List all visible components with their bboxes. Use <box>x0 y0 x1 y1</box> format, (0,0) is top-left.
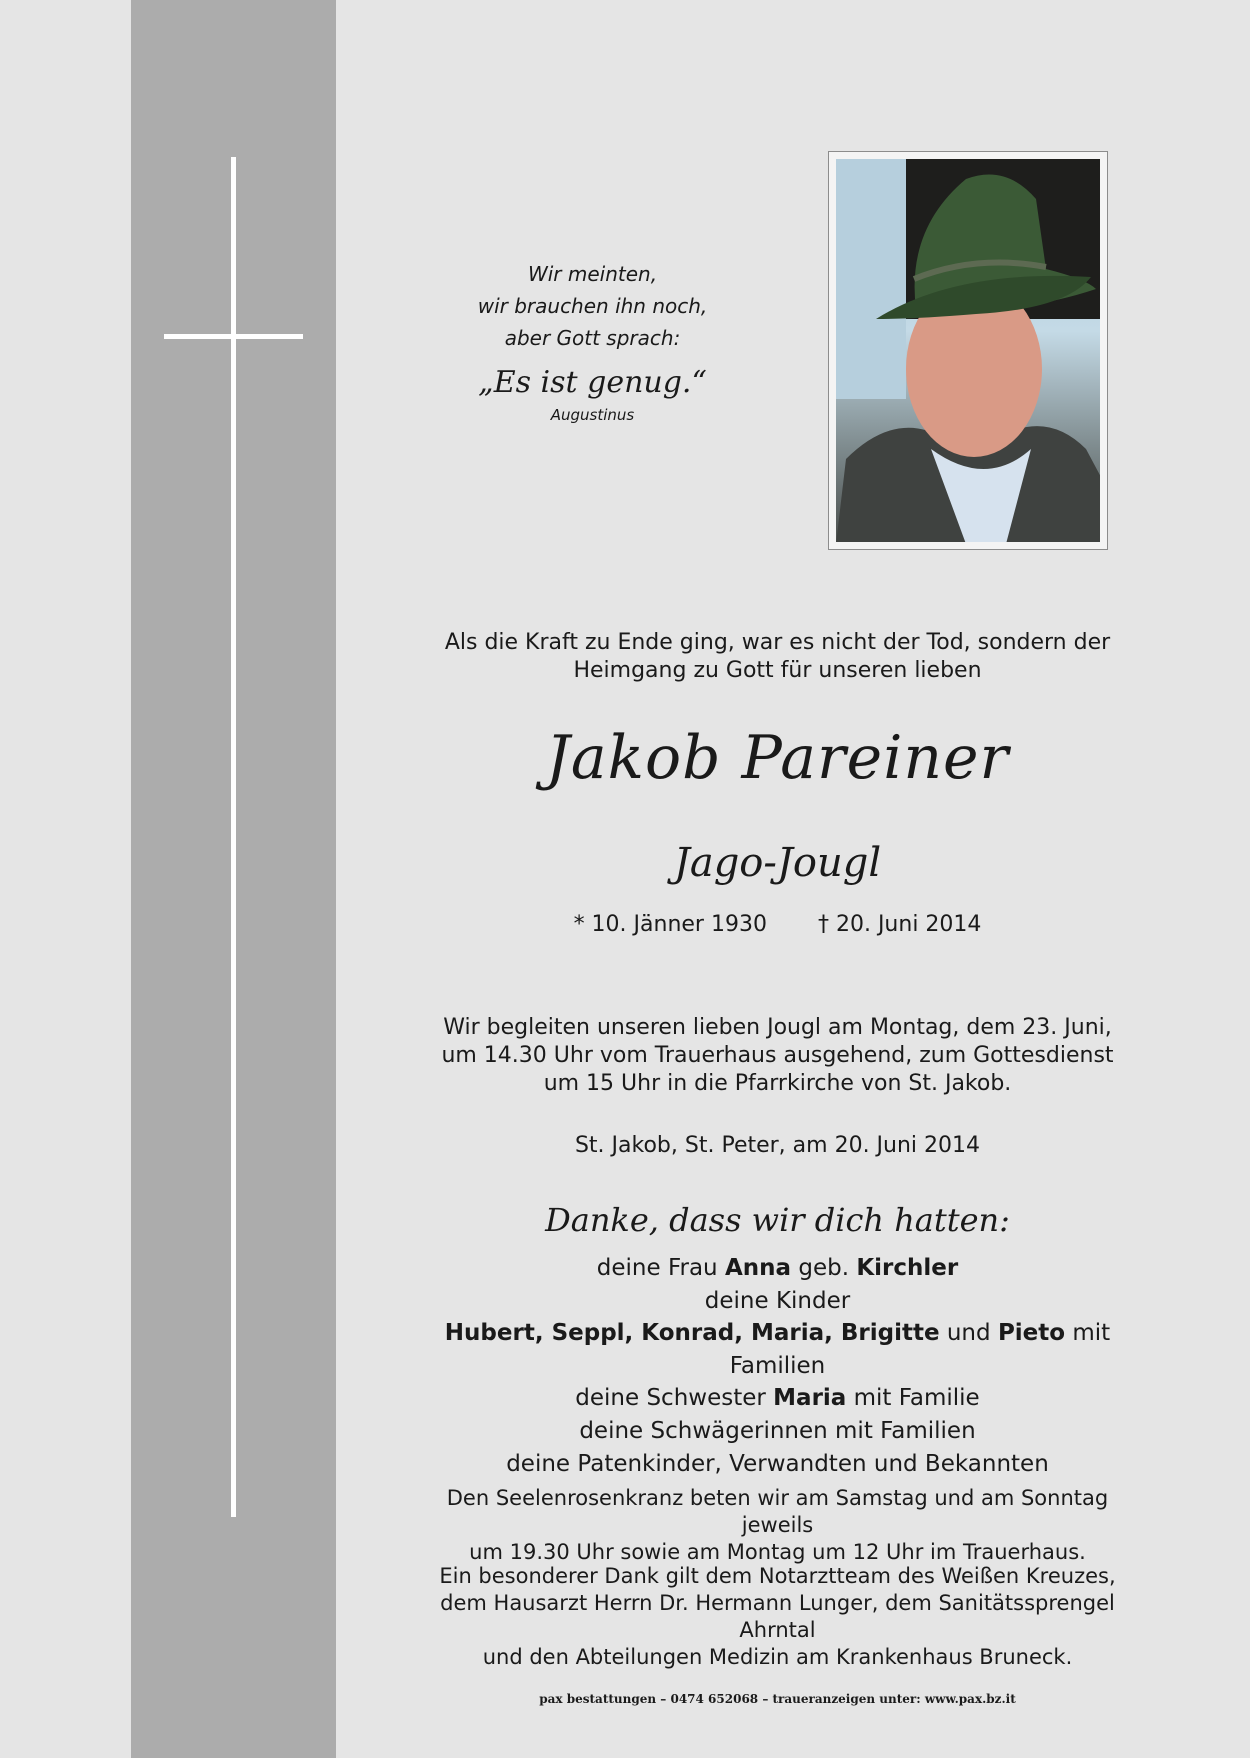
cross-horizontal-bar <box>164 334 303 339</box>
special-thanks-line: und den Abteilungen Medizin am Krankenhaus Bruneck. <box>482 1645 1073 1669</box>
death-date: † 20. Juni 2014 <box>817 912 982 937</box>
rosary-line: um 19.30 Uhr sowie am Montag um 12 Uhr im Trauerhaus. <box>469 1540 1086 1564</box>
portrait-photo <box>836 159 1100 542</box>
mourners-list <box>430 1252 1125 1480</box>
mourner-children: Hubert, Seppl, Konrad, Maria, Brigitte und Pieto mit Familien <box>444 1320 1111 1379</box>
quote-block <box>430 258 755 426</box>
mourner-children-label: deine Kinder <box>704 1287 851 1314</box>
mourner-wife: deine Frau Anna geb. Kirchler <box>596 1255 959 1281</box>
footer-imprint: pax bestattungen – 0474 652068 – traueranzeigen unter: www.pax.bz.it <box>539 1692 1016 1706</box>
mourner-sister: deine Schwester Maria mit Familie <box>575 1385 980 1412</box>
thanks-heading: Danke, dass wir dich hatten: <box>545 1201 1010 1239</box>
special-thanks <box>430 1563 1125 1671</box>
intro-line: Heimgang zu Gott für unseren lieben <box>573 658 982 683</box>
quote-line: wir brauchen ihn noch, <box>477 294 708 318</box>
mourner-inlaws: deine Schwägerinnen mit Familien <box>579 1417 976 1444</box>
deceased-nickname: Jago-Jougl <box>673 840 882 886</box>
funeral-line: um 14.30 Uhr vom Trauerhaus ausgehend, zum Gottesdienst <box>441 1043 1114 1068</box>
special-thanks-line: Ein besonderer Dank gilt dem Notarztteam des Weißen Kreuzes, <box>439 1564 1116 1588</box>
funeral-line: Wir begleiten unseren lieben Jougl am Montag, dem 23. Juni, <box>443 1015 1112 1040</box>
birth-date: * 10. Jänner 1930 <box>573 912 767 937</box>
intro-line: Als die Kraft zu Ende ging, war es nicht der Tod, sondern der <box>444 630 1111 655</box>
deceased-name: Jakob Pareiner <box>545 723 1010 793</box>
quote-author: Augustinus <box>550 406 635 424</box>
mourner-others: deine Patenkinder, Verwandten und Bekannten <box>506 1450 1049 1477</box>
place-date: St. Jakob, St. Peter, am 20. Juni 2014 <box>574 1133 981 1158</box>
funeral-info <box>430 1014 1125 1098</box>
special-thanks-line: dem Hausarzt Herrn Dr. Hermann Lunger, dem Sanitätssprengel Ahrntal <box>440 1591 1115 1642</box>
funeral-line: um 15 Uhr in die Pfarrkirche von St. Jakob. <box>543 1071 1012 1096</box>
quote-line: aber Gott sprach: <box>504 326 681 350</box>
cross-vertical-bar <box>231 157 236 1517</box>
rosary-info <box>430 1485 1125 1566</box>
quote-script: „Es ist genug.“ <box>478 365 707 400</box>
intro-text <box>430 629 1125 685</box>
rosary-line: Den Seelenrosenkranz beten wir am Samstag und am Sonntag jeweils <box>446 1486 1109 1537</box>
quote-line: Wir meinten, <box>527 262 658 286</box>
portrait-frame <box>828 151 1108 550</box>
life-dates <box>430 911 1125 939</box>
